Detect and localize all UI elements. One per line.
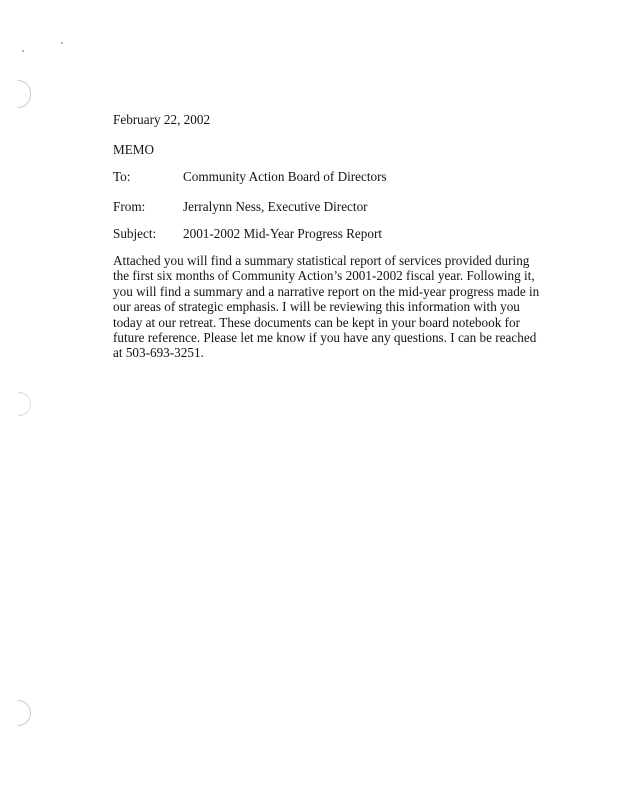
body-line: today at our retreat. These documents can be kept in your board notebook for — [113, 314, 520, 330]
from-label: From: — [113, 199, 146, 214]
body-line: our areas of strategic emphasis. I will be reviewing this information with you — [113, 299, 520, 315]
scan-speck — [22, 50, 24, 52]
from-row — [113, 199, 533, 215]
subject-row — [113, 226, 533, 242]
body-line: at 503-693-3251. — [113, 345, 204, 361]
body-line: Attached you will find a summary statistical report of services provided during — [113, 253, 530, 268]
to-label: To: — [113, 169, 131, 184]
scan-speck — [61, 42, 63, 44]
from-value: Jerralynn Ness, Executive Director — [183, 199, 368, 214]
memo-body — [113, 253, 540, 361]
body-line: future reference. Please let me know if you have any questions. I can be reached — [113, 330, 537, 346]
body-line: you will find a summary and a narrative report on the mid-year progress made in — [113, 283, 540, 299]
memo-heading: MEMO — [113, 142, 155, 157]
punch-hole-mark-bottom — [18, 700, 31, 726]
subject-value: 2001-2002 Mid-Year Progress Report — [183, 226, 383, 241]
punch-hole-mark-middle — [18, 392, 31, 416]
to-row — [113, 169, 533, 185]
subject-label: Subject: — [113, 226, 157, 241]
to-value: Community Action Board of Directors — [183, 169, 387, 184]
memo-date: February 22, 2002 — [113, 112, 211, 127]
punch-hole-mark-top — [18, 80, 31, 108]
body-line: the first six months of Community Action’s 2001-2002 fiscal year. Following it, — [113, 268, 535, 284]
